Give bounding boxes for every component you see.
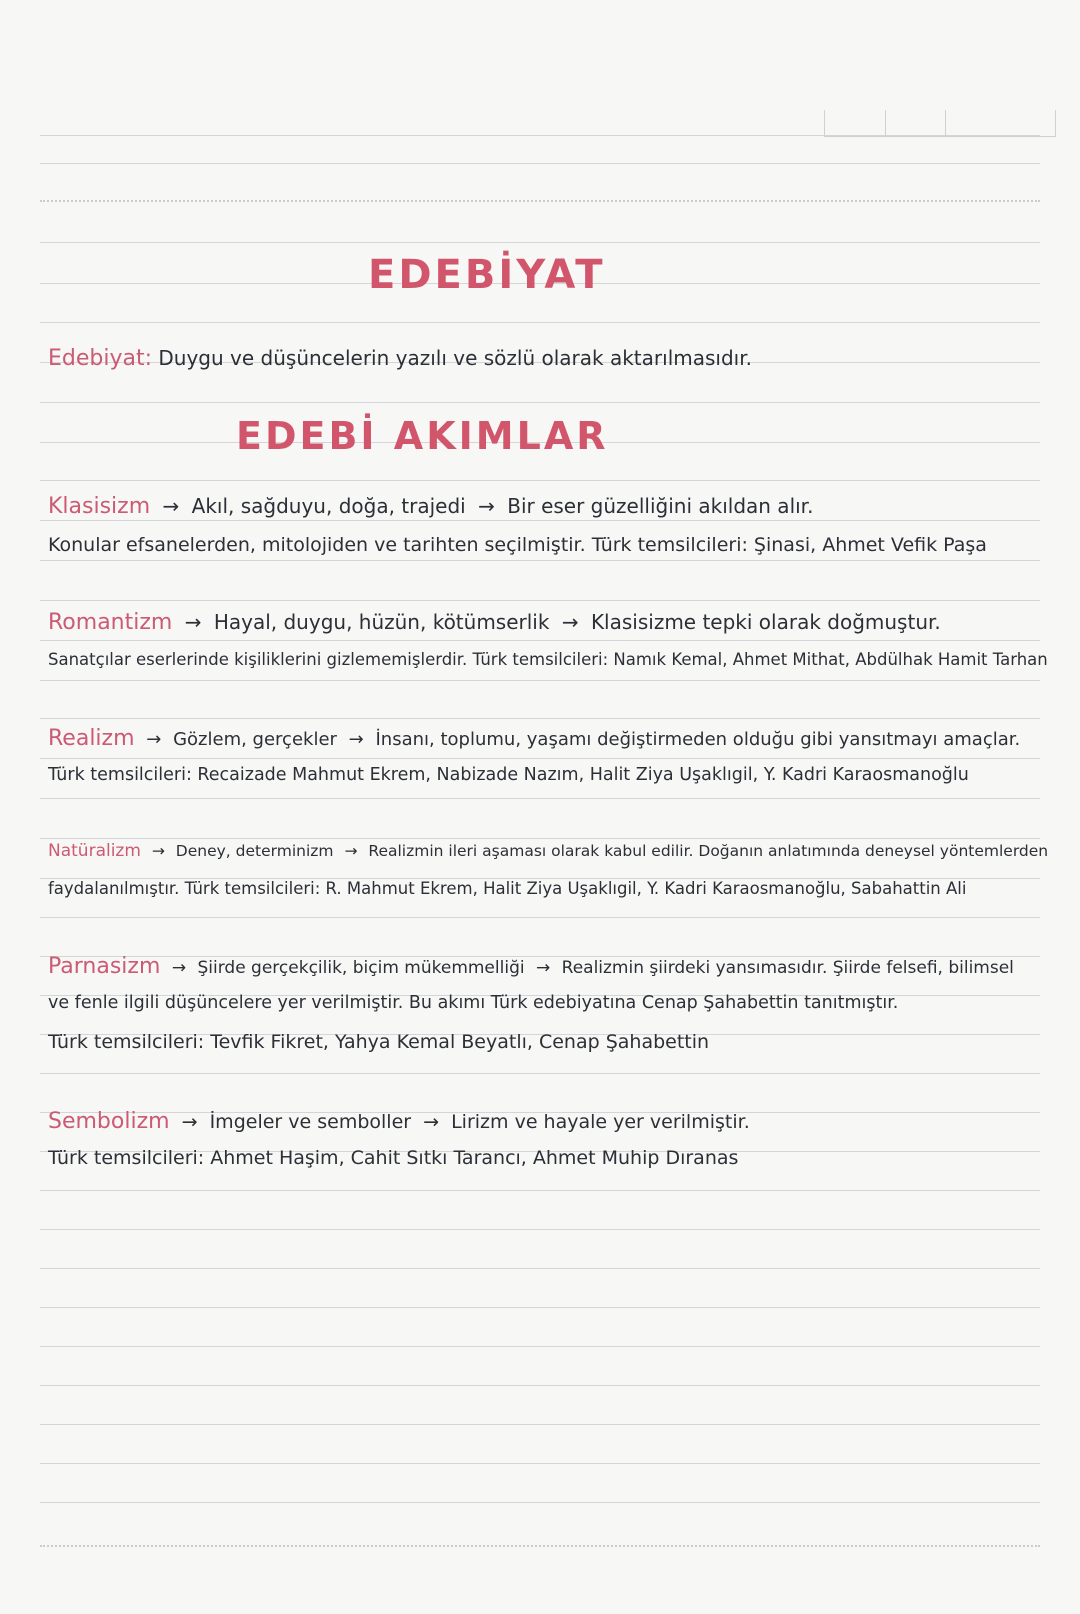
rule-line (40, 640, 1040, 641)
rule-line (40, 242, 1040, 243)
movement-summary: Bir eser güzelliğini akıldan alır. (507, 494, 814, 518)
arrow-icon: → (146, 729, 162, 750)
movement-features: İmgeler ve semboller (209, 1111, 412, 1133)
definition-line (48, 346, 752, 371)
arrow-icon: → (151, 842, 165, 860)
rule-line (40, 600, 1040, 601)
rule-line (40, 798, 1040, 799)
rule-line (40, 1229, 1040, 1230)
movement-klasisizm (48, 494, 813, 519)
rule-line (40, 163, 1040, 164)
arrow-icon: → (184, 610, 202, 634)
movement-features: Gözlem, gerçekler (173, 729, 337, 750)
movement-name: Romantizm (48, 610, 173, 635)
arrow-icon: → (478, 494, 495, 518)
arrow-icon: → (535, 958, 551, 978)
arrow-icon: → (162, 494, 180, 518)
movement-features: Akıl, sağduyu, doğa, trajedi (191, 494, 466, 518)
movement-name: Sembolizm (48, 1109, 170, 1134)
rule-line (40, 838, 1040, 839)
movement-features: Şiirde gerçekçilik, biçim mükemmelliği (197, 958, 525, 978)
date-box (824, 110, 1056, 137)
rule-line (40, 1190, 1040, 1191)
movement-summary: İnsanı, toplumu, yaşamı değiştirmeden olduğu gibi yansıtmayı amaçlar. (375, 729, 1021, 750)
rule-line (40, 718, 1040, 719)
arrow-icon: → (181, 1111, 198, 1133)
movement-detail: ve fenle ilgili düşüncelere yer verilmiştir. Bu akımı Türk edebiyatına Cenap Şahabettin tanıtmıştır. (48, 993, 899, 1013)
movement-name: Klasisizm (48, 494, 151, 519)
page-title: EDEBİYAT (368, 252, 606, 298)
rule-line-dotted (40, 1545, 1040, 1547)
arrow-icon: → (561, 610, 579, 634)
rule-line (40, 322, 1040, 323)
movement-name: Realizm (48, 726, 135, 751)
section-title: EDEBİ AKIMLAR (236, 414, 609, 458)
rule-line (40, 402, 1040, 403)
movement-sembolizm (48, 1109, 750, 1134)
rule-line (40, 1307, 1040, 1308)
arrow-icon: → (348, 729, 364, 750)
rule-line (40, 560, 1040, 561)
movement-detail: Türk temsilcileri: Tevfik Fikret, Yahya Kemal Beyatlı, Cenap Şahabettin (48, 1031, 710, 1053)
movement-detail: Türk temsilcileri: Ahmet Haşim, Cahit Sıtkı Tarancı, Ahmet Muhip Dıranas (48, 1147, 739, 1169)
movement-summary: Klasisizme tepki olarak doğmuştur. (590, 610, 941, 634)
movement-naturalizm (48, 841, 1048, 861)
definition-text: Duygu ve düşüncelerin yazılı ve sözlü olarak aktarılmasıdır. (158, 346, 752, 370)
arrow-icon: → (423, 1111, 440, 1133)
arrow-icon: → (171, 958, 187, 978)
rule-line (40, 1268, 1040, 1269)
movement-name: Parnasizm (48, 954, 161, 979)
rule-line (40, 1424, 1040, 1425)
rule-line (40, 1073, 1040, 1074)
rule-line (40, 480, 1040, 481)
movement-detail: Sanatçılar eserlerinde kişiliklerini gizlememişlerdir. Türk temsilcileri: Namık Kemal, Ahmet Mithat, Abdülhak Hamit Tarhan (48, 650, 1048, 669)
movement-summary: Lirizm ve hayale yer verilmiştir. (451, 1111, 750, 1133)
movement-detail: Türk temsilcileri: Recaizade Mahmut Ekrem, Nabizade Nazım, Halit Ziya Uşaklıgil, Y. Kadri Karaosmanoğlu (48, 765, 969, 785)
rule-line (40, 1385, 1040, 1386)
rule-line (40, 1463, 1040, 1464)
movement-features: Hayal, duygu, hüzün, kötümserlik (213, 610, 550, 634)
definition-term: Edebiyat: (48, 346, 153, 371)
movement-romantizm (48, 610, 941, 635)
movement-summary: Realizmin ileri aşaması olarak kabul edilir. Doğanın anlatımında deneysel yöntemlerden (368, 842, 1049, 860)
rule-line (40, 1346, 1040, 1347)
movement-parnasizm (48, 954, 1014, 979)
rule-line (40, 758, 1040, 759)
rule-line (40, 917, 1040, 918)
rule-line (40, 520, 1040, 521)
movement-detail: Konular efsanelerden, mitolojiden ve tarihten seçilmiştir. Türk temsilcileri: Şinasi, Ahmet Vefik Paşa (48, 534, 987, 556)
movement-realizm (48, 726, 1020, 751)
arrow-icon: → (344, 842, 358, 860)
movement-features: Deney, determinizm (175, 842, 334, 860)
movement-detail: faydalanılmıştır. Türk temsilcileri: R. Mahmut Ekrem, Halit Ziya Uşaklıgil, Y. Kadri Karaosmanoğlu, Sabahattin Ali (48, 879, 967, 898)
rule-line-dotted (40, 200, 1040, 202)
rule-line (40, 680, 1040, 681)
movement-name: Natüralizm (48, 841, 141, 861)
movement-summary: Realizmin şiirdeki yansımasıdır. Şiirde felsefi, bilimsel (561, 958, 1014, 978)
rule-line (40, 1502, 1040, 1503)
